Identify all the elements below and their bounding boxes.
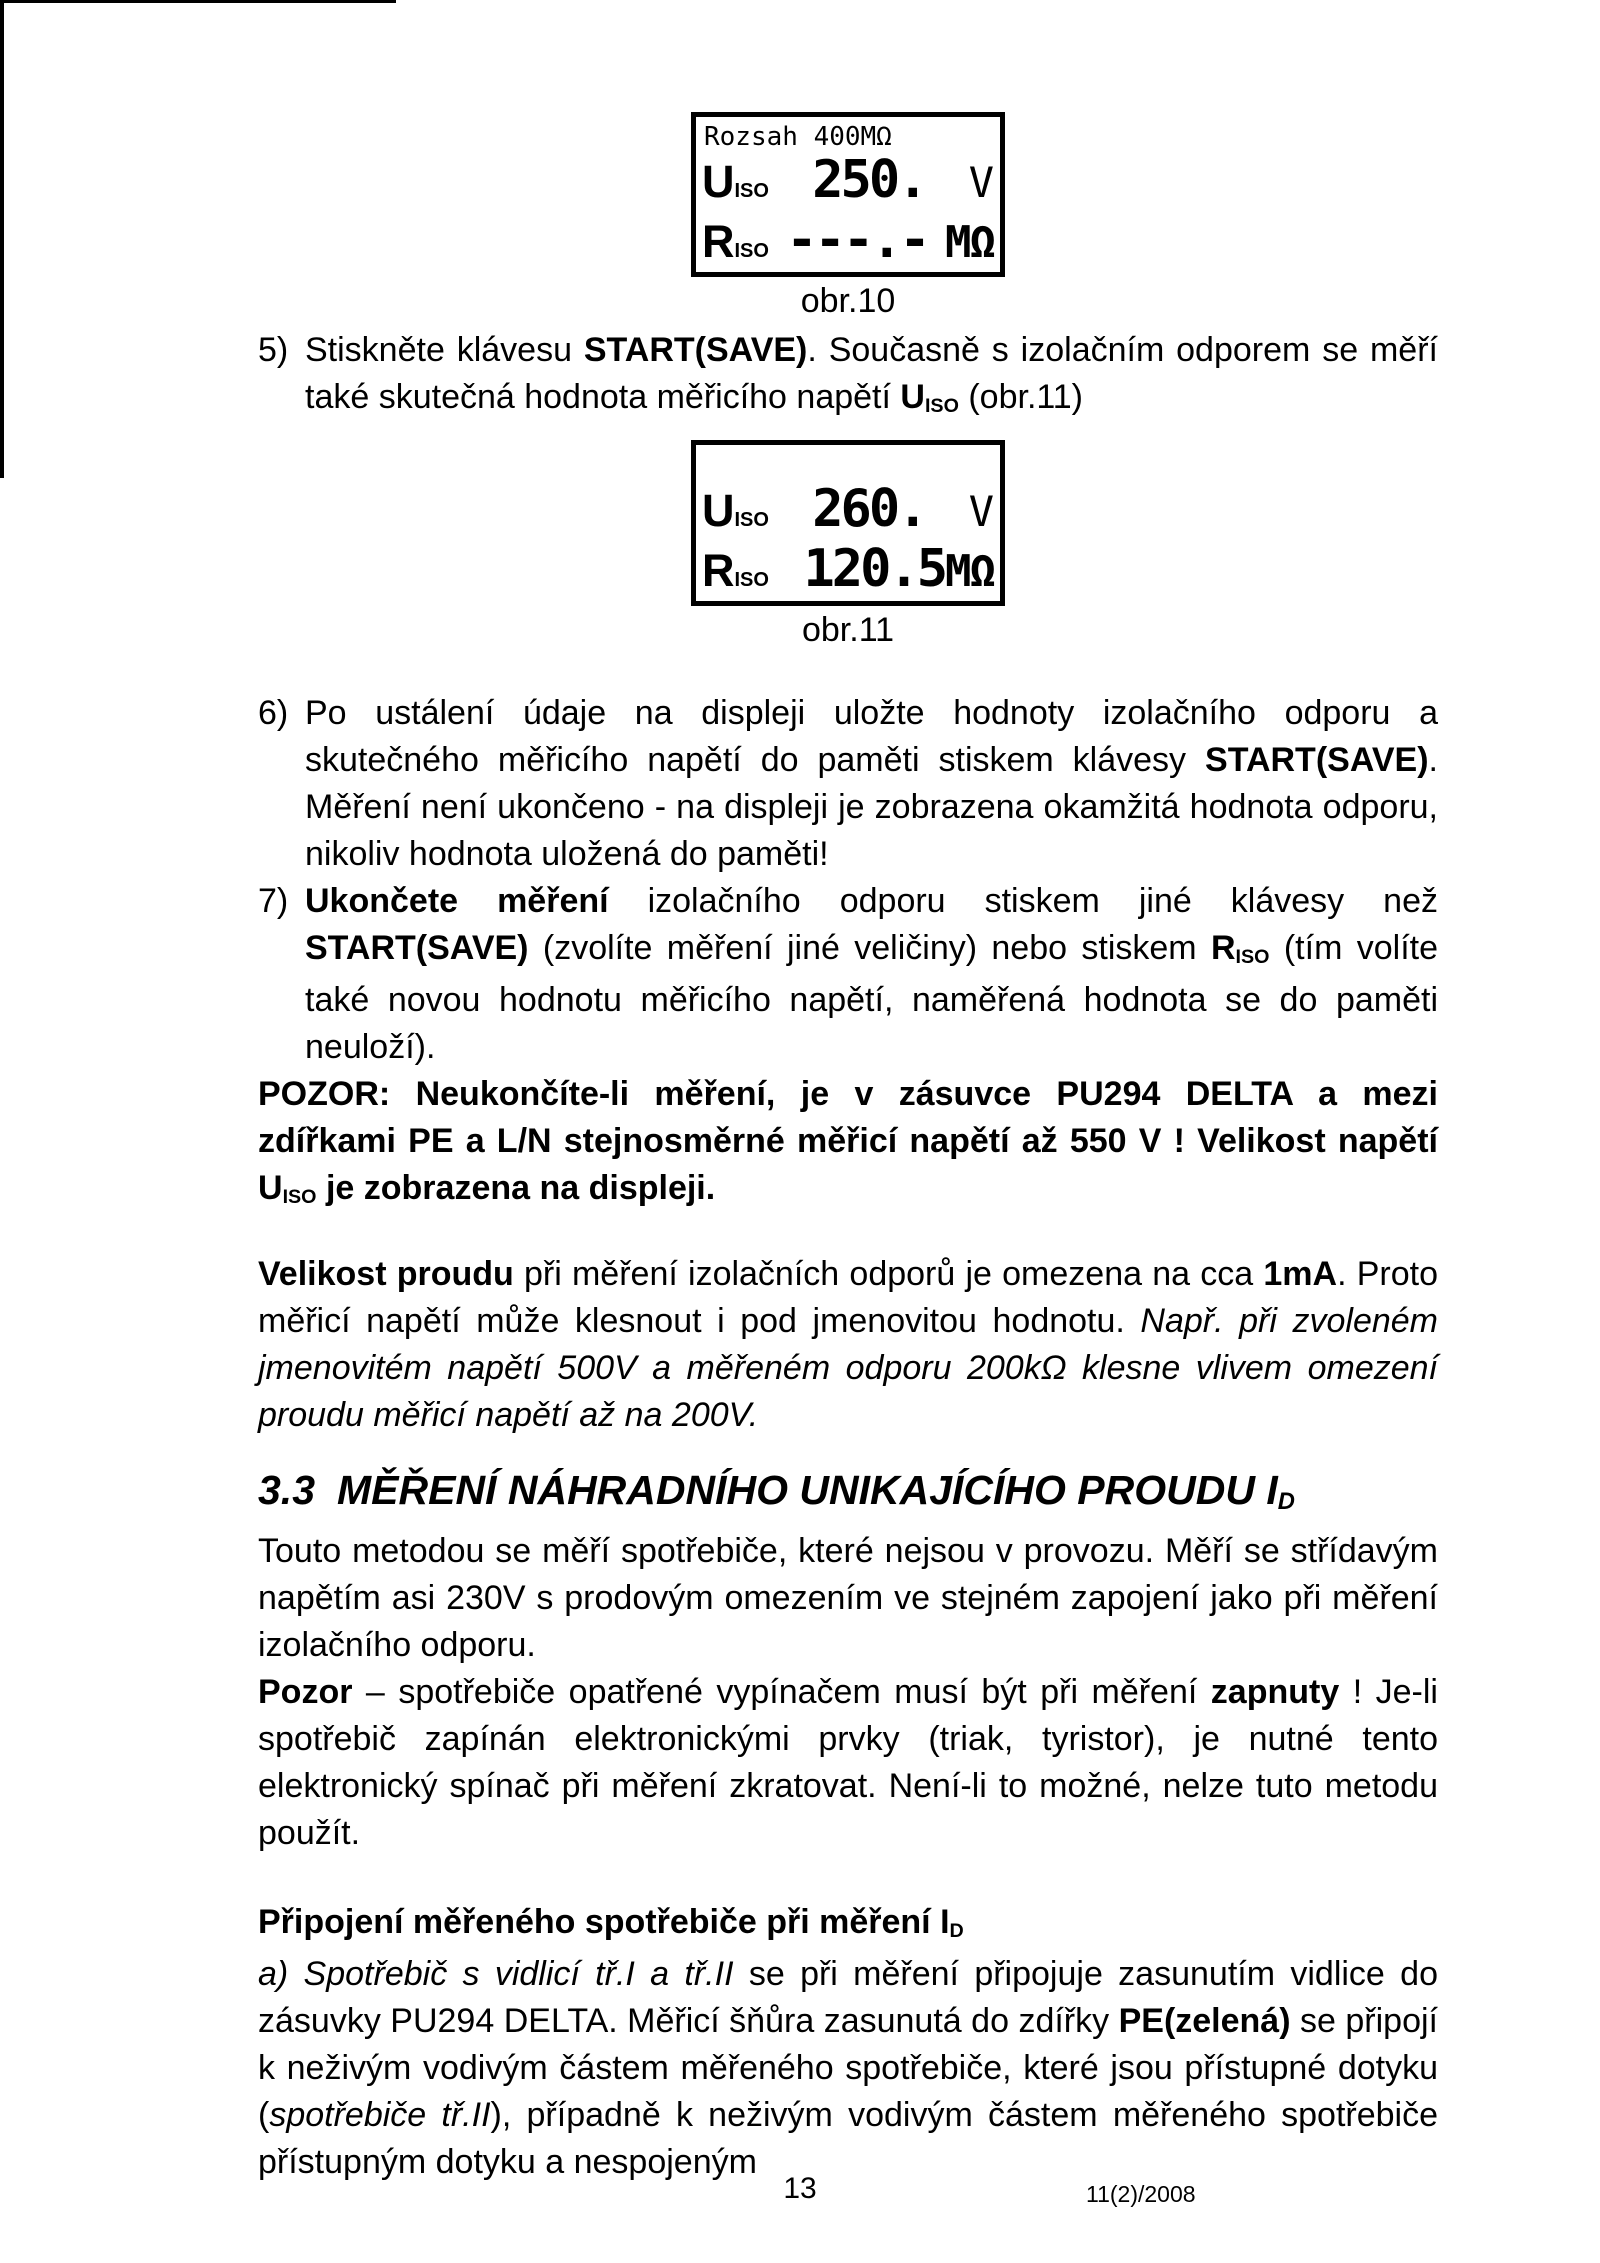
lcd-uiso-unit: V — [968, 487, 994, 536]
lcd-riso-unit: MΩ — [945, 217, 994, 268]
warning-paragraph: POZOR: Neukončíte-li měření, je v zásuvce PU294 DELTA a mezi zdířkami PE a L/N stejnosměrné měřicí napětí až 550 V ! Velikost napětí UISO je zobrazena na displeji. — [258, 1075, 1438, 1209]
lcd-uiso-label: UISO — [702, 485, 769, 536]
scan-edge-top — [0, 0, 396, 3]
lcd-display-obr10 — [691, 112, 1005, 277]
lcd-riso-row — [696, 210, 1000, 272]
list-item-7-text: Ukončete měření izolačního odporu stiskem jiné klávesy než START(SAVE) (zvolíte měření jiné veličiny) nebo stiskem RISO (tím volíte také novou hodnotu měřicího napětí, naměřená hodnota se do paměti neuloží). — [305, 882, 1439, 1066]
figure-caption-obr10: obr.10 — [800, 282, 896, 320]
lcd-uiso-row — [696, 150, 1000, 214]
lcd-uiso-value: 250. — [812, 150, 926, 210]
lcd-display-obr11 — [691, 440, 1005, 606]
page-content — [258, 112, 1438, 2186]
section-3-3-heading: 3.3 MĚŘENÍ NÁHRADNÍHO UNIKAJÍCÍHO PROUDU ID — [258, 1467, 1295, 1516]
list-item-6-text: Po ustálení údaje na displeji uložte hodnoty izolačního odporu a skutečného měřicího napětí do paměti stiskem klávesy START(SAVE). Měření není ukončeno - na displeji je zobrazena okamžitá hodnota odporu, nikoliv hodnota uložená do paměti! — [305, 694, 1438, 873]
lcd-blank-row — [696, 445, 1000, 483]
blank-gap — [258, 1217, 1438, 1251]
list-item-7 — [258, 878, 1438, 1071]
scan-edge-left — [0, 0, 4, 478]
method-paragraph-2: Pozor – spotřebiče opatřené vypínačem musí být při měření zapnuty ! Je-li spotřebič zapínán elektronickými prvky (triak, tyristor), je nutné tento elektronický spínač při měření zkratovat. Není-li to možné, nelze tuto metodu použít. — [258, 1673, 1438, 1852]
lcd-riso-value-unit: 120.5 MΩ — [803, 539, 994, 599]
lcd-uiso-unit: V — [968, 158, 994, 207]
lcd-riso-row — [696, 539, 1000, 601]
page-number: 13 — [783, 2172, 817, 2205]
lcd-range-text: Rozsah 400MΩ — [704, 122, 892, 152]
connection-heading: Připojení měřeného spotřebiče při měření ID — [258, 1903, 964, 1943]
current-limit-paragraph: Velikost proudu při měření izolačních odporů je omezena na cca 1mA. Proto měřicí napětí může klesnout i pod jmenovitou hodnotu. Např. při zvoleném jmenovitém napětí 500V a měřeném odporu 200kΩ klesne vlivem omezení proudu měřicí napětí až na 200V. — [258, 1255, 1438, 1434]
list-item-7-marker: 7) — [258, 882, 289, 920]
list-item-6 — [258, 690, 1438, 878]
list-item-5-marker: 5) — [258, 331, 289, 369]
lcd-riso-label: RISO — [702, 216, 769, 267]
lcd-riso-label: RISO — [702, 545, 769, 596]
list-item-6-marker: 6) — [258, 694, 289, 732]
method-paragraph-1: Touto metodou se měří spotřebiče, které nejsou v provozu. Měří se střídavým napětím asi 230V s prodovým omezením ve stejném zapojení jako při měření izolačního odporu. — [258, 1532, 1438, 1664]
lcd-uiso-value: 260. — [812, 479, 926, 539]
lcd-uiso-row — [696, 479, 1000, 543]
lcd-riso-value: ---.- — [786, 210, 928, 270]
list-item-5-text: Stiskněte klávesu START(SAVE). Současně s izolačním odporem se měří také skutečná hodnota měřicího napětí UISO (obr.11) — [305, 331, 1438, 418]
figure-obr11 — [258, 440, 1438, 652]
figure-obr10 — [258, 112, 1438, 323]
figure-caption-obr11: obr.11 — [801, 611, 894, 649]
document-code: 11(2)/2008 — [1086, 2181, 1196, 2207]
lcd-uiso-label: UISO — [702, 156, 769, 207]
connection-paragraph: a) Spotřebič s vidlicí tř.I a tř.II se při měření připojuje zasunutím vidlice do zásuvky PU294 DELTA. Měřicí šňůra zasunutá do zdířky PE(zelená) se připojí k neživým vodivým částem měřeného spotřebiče, které jsou přístupné dotyku (spotřebiče tř.II), případně k neživým vodivým částem měřeného spotřebiče přístupným dotyku a nespojeným — [258, 1955, 1439, 2181]
list-item-5 — [258, 327, 1438, 426]
